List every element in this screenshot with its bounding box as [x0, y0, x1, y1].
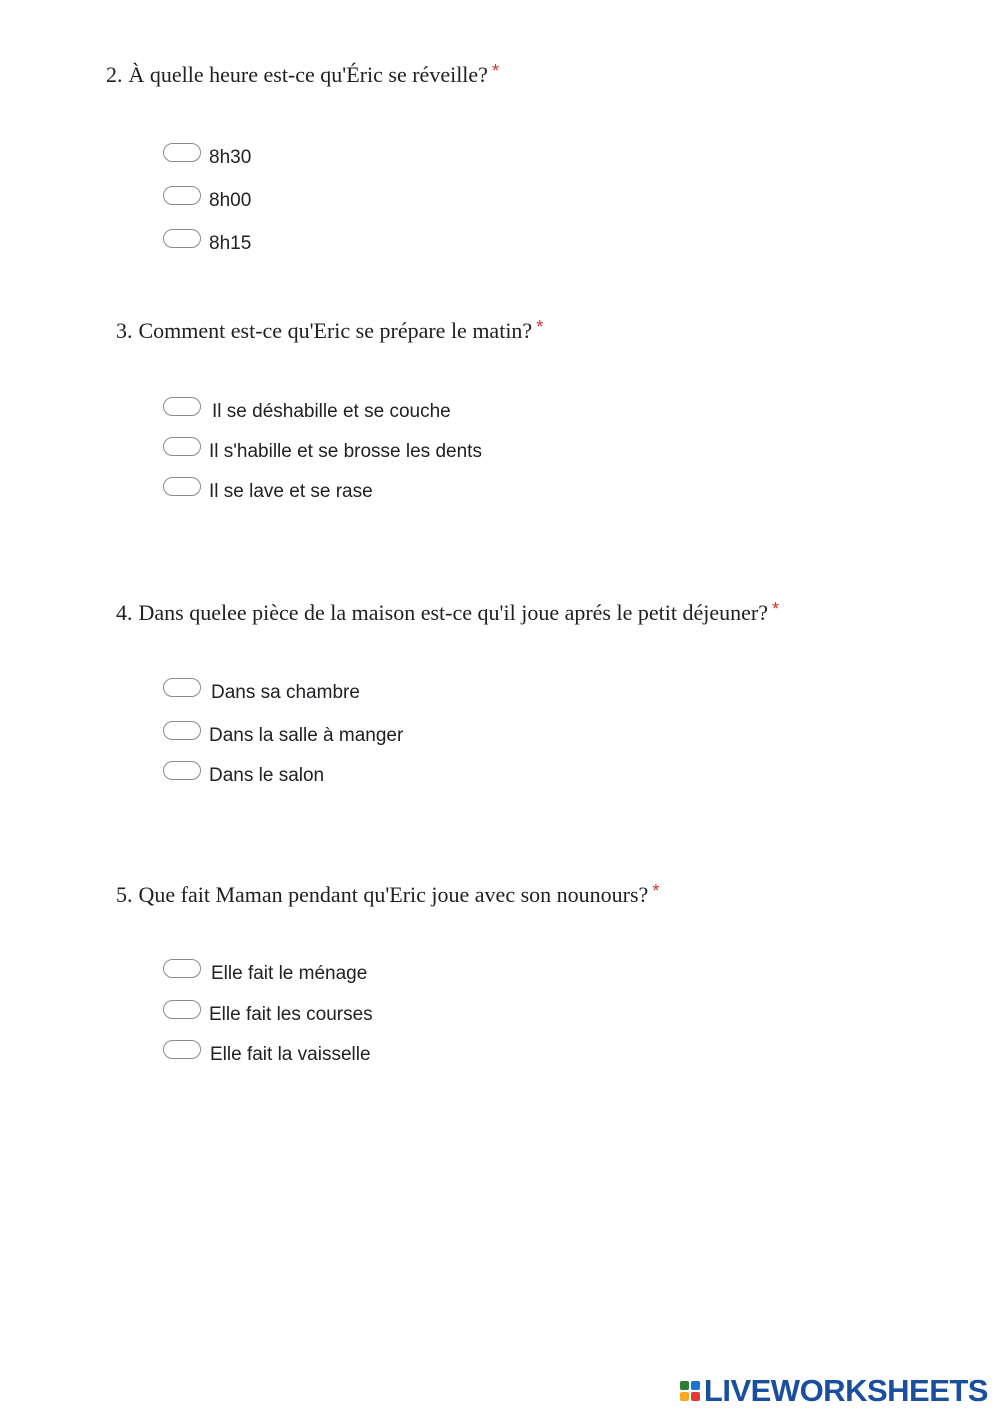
radio-button[interactable]	[163, 186, 201, 205]
required-asterisk: *	[652, 881, 660, 901]
question-title	[116, 318, 543, 344]
radio-button[interactable]	[163, 959, 201, 978]
option-label: Il s'habille et se brosse les dents	[209, 441, 482, 462]
radio-button[interactable]	[163, 678, 201, 697]
logo-mark-square	[691, 1392, 700, 1401]
liveworksheets-logo	[680, 1373, 988, 1408]
option-label: Elle fait le ménage	[211, 963, 368, 984]
required-asterisk: *	[771, 599, 779, 619]
option-label: Elle fait les courses	[209, 1004, 373, 1025]
question-number: 2.	[106, 62, 123, 87]
question-title	[116, 882, 659, 908]
radio-button[interactable]	[163, 721, 201, 740]
question-number: 3.	[116, 318, 133, 343]
option-label: Dans sa chambre	[211, 682, 360, 703]
option-label: 8h00	[209, 190, 252, 211]
radio-button[interactable]	[163, 761, 201, 780]
logo-text: LIVEWORKSHEETS	[703, 1373, 988, 1408]
logo-mark-square	[691, 1381, 700, 1390]
radio-button[interactable]	[163, 477, 201, 496]
option-label: Il se lave et se rase	[209, 481, 373, 502]
question-text: Comment est-ce qu'Eric se prépare le matin?	[138, 318, 533, 343]
question-text: À quelle heure est-ce qu'Éric se réveille?	[128, 62, 488, 87]
radio-button[interactable]	[163, 229, 201, 248]
radio-button[interactable]	[163, 397, 201, 416]
option-label: Il se déshabille et se couche	[212, 401, 451, 422]
question-text: Dans quelee pièce de la maison est-ce qu'il joue aprés le petit déjeuner?	[138, 600, 768, 625]
option-label: 8h15	[209, 233, 252, 254]
question-title	[106, 62, 499, 88]
option-label: 8h30	[209, 147, 252, 168]
liveworksheets-logo-icon	[680, 1381, 700, 1401]
question-number: 5.	[116, 882, 133, 907]
question-number: 4.	[116, 600, 133, 625]
option-label: Elle fait la vaisselle	[210, 1044, 371, 1065]
question-title	[116, 600, 779, 626]
required-asterisk: *	[536, 317, 544, 337]
logo-mark-square	[680, 1392, 689, 1401]
radio-button[interactable]	[163, 143, 201, 162]
required-asterisk: *	[491, 61, 499, 81]
question-text: Que fait Maman pendant qu'Eric joue avec son nounours?	[138, 882, 649, 907]
option-label: Dans le salon	[209, 765, 325, 786]
radio-button[interactable]	[163, 1000, 201, 1019]
radio-button[interactable]	[163, 1040, 201, 1059]
radio-button[interactable]	[163, 437, 201, 456]
logo-mark-square	[680, 1381, 689, 1390]
option-label: Dans la salle à manger	[209, 725, 404, 746]
